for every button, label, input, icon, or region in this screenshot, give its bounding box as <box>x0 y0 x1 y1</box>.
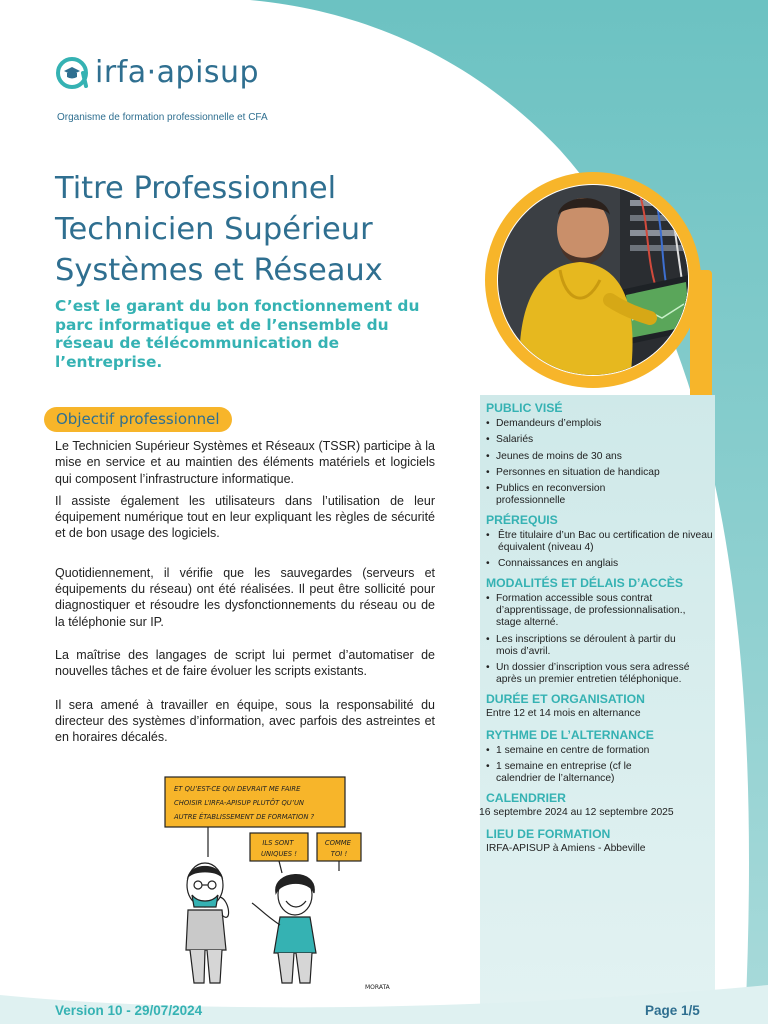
section-rythme <box>486 728 716 786</box>
bubble1-line2: CHOISIR L’IRFA-APISUP PLUTÔT QU’UN <box>174 799 304 807</box>
bubble3-line2: TOI ! <box>330 850 348 858</box>
brand-name: irfa·apisup <box>95 55 260 90</box>
yellow-stem <box>690 270 712 390</box>
paragraph: La maîtrise des langages de script lui permet d’automatiser de nouvelles tâches et de faire évoluer les scripts existants. <box>55 647 435 679</box>
paragraph: Il sera amené à travailler en équipe, sous la responsabilité du directeur des systèmes d’information, avec parfois des astreintes et en horaires décalés. <box>55 697 435 745</box>
brand-logo <box>55 55 259 90</box>
brand-tagline: Organisme de formation professionnelle et CFA <box>57 112 268 123</box>
objectif-body <box>55 438 435 745</box>
list-item: • Connaissances en anglais <box>486 558 716 570</box>
lieu-text: IRFA-APISUP à Amiens - Abbeville <box>486 842 646 854</box>
page-subtitle: C’est le garant du bon fonctionnement du parc informatique et de l’ensemble du réseau de télécommunication de l’entreprise. <box>55 297 420 371</box>
section-lieu <box>486 827 716 855</box>
version-label: Version 10 - 29/07/2024 <box>55 1003 203 1018</box>
section-calendrier <box>479 790 716 819</box>
heading-prerequis: PRÉREQUIS <box>486 512 558 527</box>
heading-rythme: RYTHME DE L’ALTERNANCE <box>486 727 654 742</box>
bubble1-line3: AUTRE ÉTABLISSEMENT DE FORMATION ? <box>174 813 315 821</box>
section-label-objectif: Objectif professionnel <box>44 407 232 432</box>
list-item: • Publics en reconversion professionnelle <box>486 483 716 508</box>
bubble2-line1: ILS SONT <box>262 839 294 847</box>
list-item: • Les inscriptions se déroulent à partir du mois d’avril. <box>486 634 716 659</box>
calendrier-text: 16 septembre 2024 au 12 septembre 2025 <box>479 806 674 818</box>
list-item: • Formation accessible sous contrat d’apprentissage, de professionnalisation., stage alterné. <box>486 593 716 630</box>
paragraph: Il assiste également les utilisateurs dans l’utilisation de leur équipement numérique tout en leur expliquant les règles de sécurité et de bon usage des logiciels. <box>55 493 435 541</box>
list-item: • Être titulaire d’un Bac ou certification de niveau équivalent (niveau 4) <box>486 530 716 555</box>
heading-calendrier: CALENDRIER <box>486 790 566 805</box>
svg-text:ET QU’EST-CE QUI DEVRAIT ME FA <box>173 785 315 821</box>
section-modalites <box>486 576 716 687</box>
page-number: Page 1/5 <box>645 1003 700 1018</box>
graduation-cap-logo-icon <box>55 56 89 90</box>
cartoon-signature: MORATA <box>365 984 390 991</box>
heading-public: PUBLIC VISÉ <box>486 401 563 415</box>
section-public <box>486 401 716 508</box>
list-item: • Un dossier d’inscription vous sera adressé après un premier entretien téléphonique. <box>486 662 716 687</box>
heading-lieu: LIEU DE FORMATION <box>486 826 611 841</box>
list-item: • Salariés <box>486 434 716 446</box>
duree-text: Entre 12 et 14 mois en alternance <box>486 707 641 719</box>
title-line-1: Titre Professionnel <box>55 171 337 206</box>
bubble1-line1: ET QU’EST-CE QUI DEVRAIT ME FAIRE <box>174 785 301 793</box>
paragraph: Quotidiennement, il vérifie que les sauvegardes (serveurs et équipements du réseau) ont été réalisées. Il peut être sollicité pour diagnostiquer et résoudre les dysfonctionnements du réseau ou de la téléphonie sur IP. <box>55 565 435 629</box>
title-line-3: Systèmes et Réseaux <box>55 253 383 288</box>
bubble2-line2: UNIQUES ! <box>261 850 297 858</box>
cartoon-man <box>186 863 229 983</box>
section-prerequis <box>486 513 716 571</box>
list-item: • 1 semaine en entreprise (cf le calendrier de l’alternance) <box>486 761 716 786</box>
list-item: • Personnes en situation de handicap <box>486 467 716 479</box>
list-item: • Demandeurs d’emplois <box>486 418 716 430</box>
list-item: • 1 semaine en centre de formation <box>486 745 716 757</box>
info-sidebar <box>479 401 716 860</box>
list-item: • Jeunes de moins de 30 ans <box>486 451 716 463</box>
title-line-2: Technicien Supérieur <box>55 212 373 247</box>
bubble3-line1: COMME <box>324 839 351 847</box>
page-title <box>55 168 383 291</box>
cartoon-illustration <box>160 775 400 995</box>
heading-modalites: MODALITÉS ET DÉLAIS D’ACCÈS <box>486 575 684 590</box>
heading-duree: DURÉE ET ORGANISATION <box>486 691 645 706</box>
cartoon-woman <box>252 875 316 983</box>
section-duree <box>486 692 716 720</box>
paragraph: Le Technicien Supérieur Systèmes et Réseaux (TSSR) participe à la mise en service et au maintien des éléments matériels et logiciels qui composent l’infrastructure informatique. <box>55 439 435 486</box>
